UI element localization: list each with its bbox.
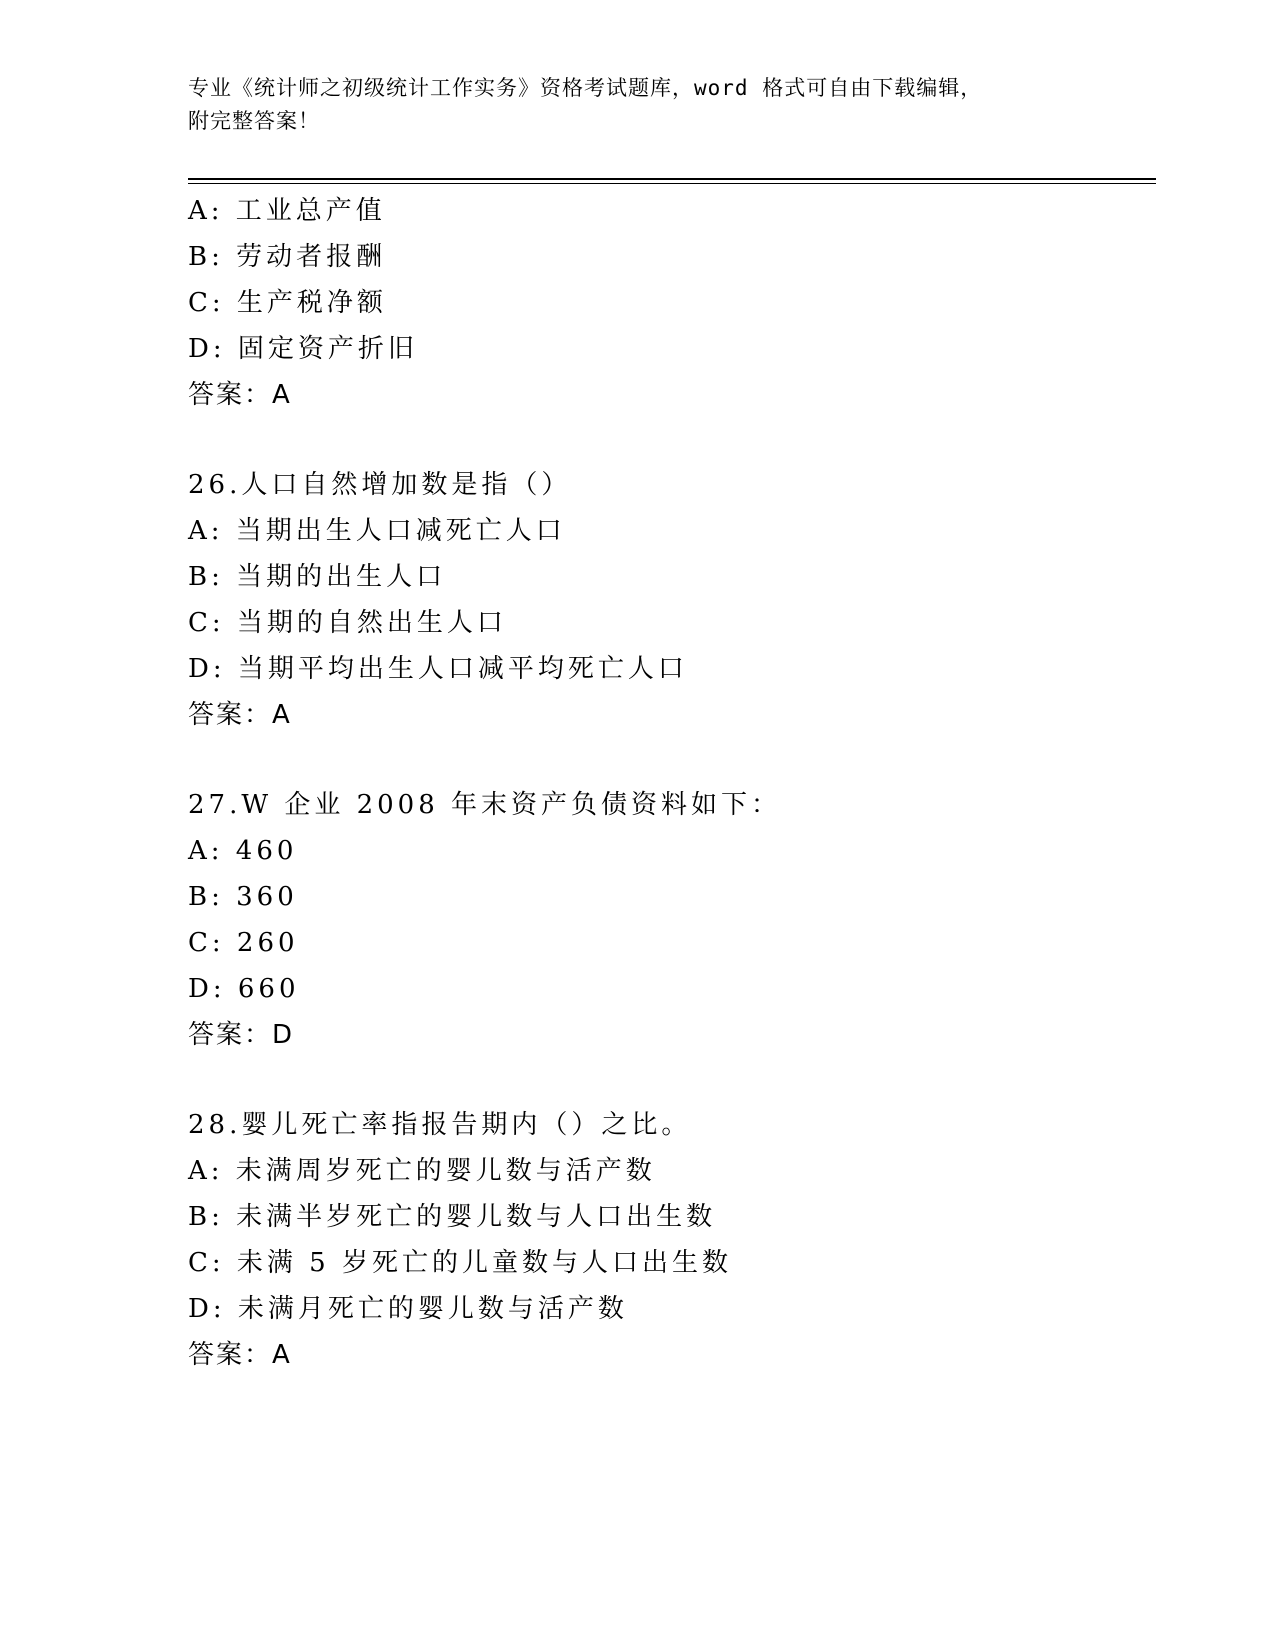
option-c: C: 生产税净额 (188, 288, 387, 318)
answer-line: 答案：D (188, 1020, 295, 1050)
option-a: A: 当期出生人口减死亡人口 (188, 516, 566, 546)
option-c: C: 260 (188, 928, 299, 958)
option-a: A: 未满周岁死亡的婴儿数与活产数 (188, 1156, 656, 1186)
question-text: 28.婴儿死亡率指报告期内（）之比。 (188, 1110, 692, 1140)
spacer (188, 418, 1148, 462)
header-rule-thick (188, 178, 1156, 180)
option-d: D: 当期平均出生人口减平均死亡人口 (188, 654, 688, 684)
option-d: D: 未满月死亡的婴儿数与活产数 (188, 1294, 628, 1324)
option-b: B: 当期的出生人口 (188, 562, 447, 592)
question-list (188, 188, 1148, 1378)
question-block-28 (188, 1102, 1148, 1378)
page-header (188, 72, 1088, 138)
option-b: B: 未满半岁死亡的婴儿数与人口出生数 (188, 1202, 717, 1232)
spacer (188, 1058, 1148, 1102)
question-text: 27.W 企业 2008 年末资产负债资料如下： (188, 790, 782, 820)
header-rule-thin (188, 183, 1156, 184)
option-c: C: 当期的自然出生人口 (188, 608, 507, 638)
option-b: B: 劳动者报酬 (188, 242, 387, 272)
answer-line: 答案：A (188, 700, 292, 730)
header-line-1: 专业《统计师之初级统计工作实务》资格考试题库，word 格式可自由下载编辑， (188, 76, 983, 100)
option-d: D: 660 (188, 974, 300, 1004)
option-d: D: 固定资产折旧 (188, 334, 418, 364)
spacer (188, 738, 1148, 782)
option-a: A: 工业总产值 (188, 196, 386, 226)
header-line-2: 附完整答案！ (188, 109, 320, 133)
option-c: C: 未满 5 岁死亡的儿童数与人口出生数 (188, 1248, 732, 1278)
answer-line: 答案：A (188, 1340, 292, 1370)
answer-line: 答案：A (188, 380, 292, 410)
question-text: 26.人口自然增加数是指（） (188, 470, 572, 500)
question-block-26 (188, 462, 1148, 738)
option-b: B: 360 (188, 882, 298, 912)
question-block-27 (188, 782, 1148, 1058)
question-block-25 (188, 188, 1148, 418)
option-a: A: 460 (188, 836, 298, 866)
